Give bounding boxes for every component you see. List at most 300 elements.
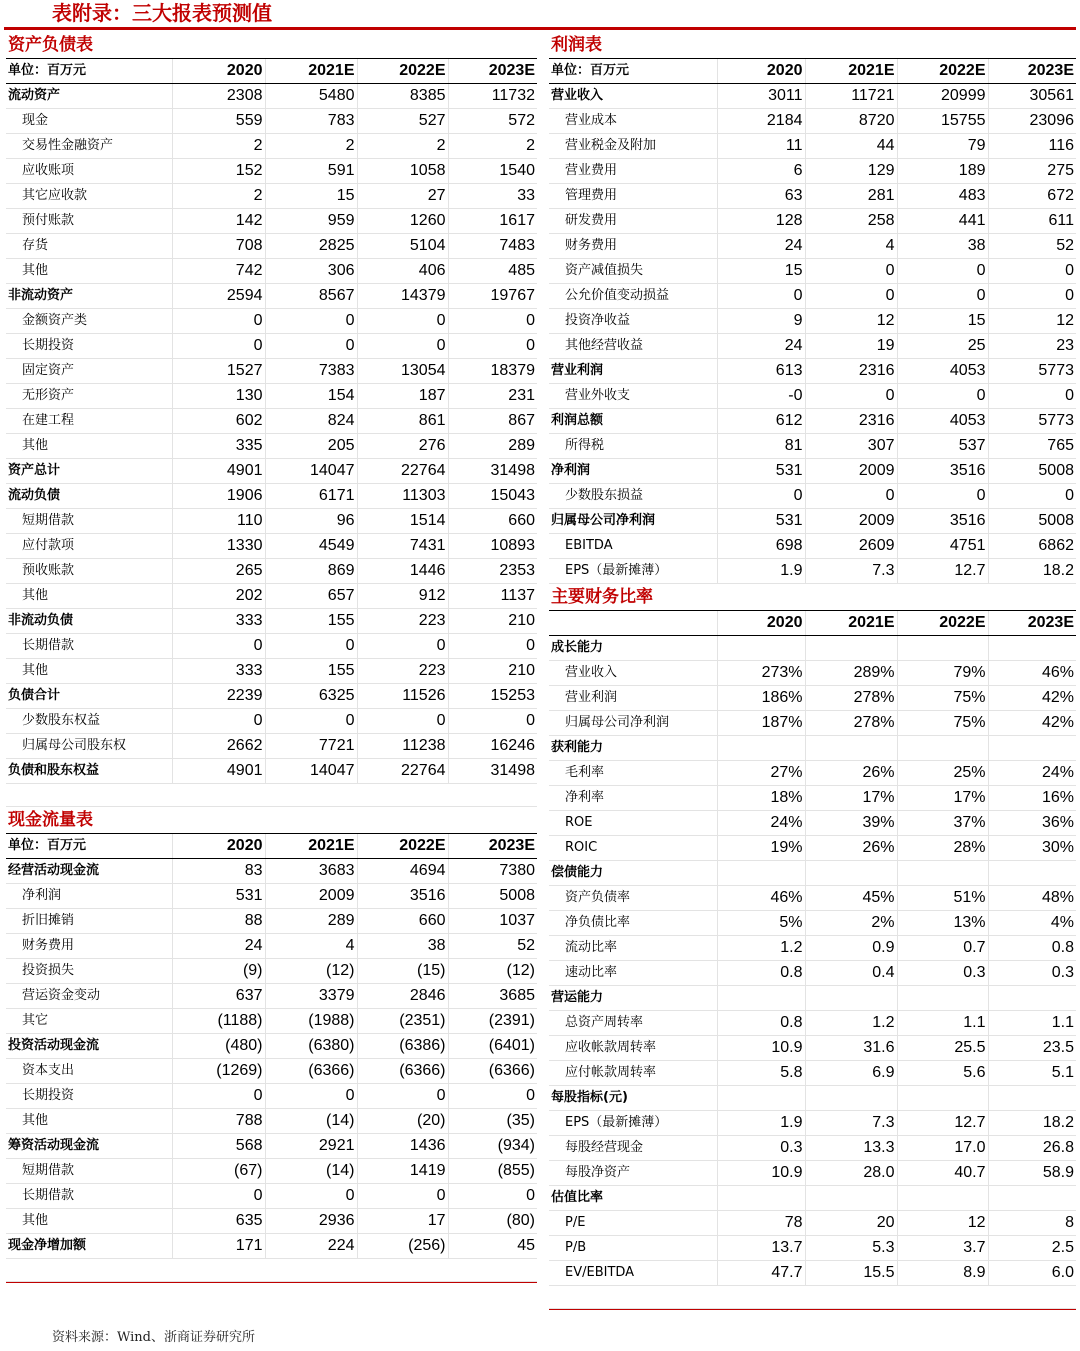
row-label: 无形资产 [6, 384, 172, 409]
row-label: 长期借款 [6, 634, 172, 659]
value-cell: 5008 [448, 884, 537, 909]
table-row [6, 709, 537, 734]
value-cell: 783 [265, 109, 357, 134]
table-row [6, 484, 537, 509]
value-cell: 4 [805, 234, 897, 259]
table-row [6, 409, 537, 434]
row-label: 预收账款 [6, 559, 172, 584]
value-cell: 42% [988, 711, 1076, 736]
row-label: 其他经营收益 [549, 334, 717, 359]
value-cell: 1.1 [988, 1011, 1076, 1036]
row-label: 存货 [6, 234, 172, 259]
row-label: 少数股东权益 [6, 709, 172, 734]
table-row [6, 259, 537, 284]
row-label: 短期借款 [6, 509, 172, 534]
value-cell: 3379 [265, 984, 357, 1009]
row-label: 经营活动现金流 [6, 859, 172, 884]
value-cell [897, 1186, 988, 1211]
value-cell: 7721 [265, 734, 357, 759]
value-cell: 742 [172, 259, 265, 284]
value-cell: 0.9 [805, 936, 897, 961]
value-cell: 24 [717, 334, 805, 359]
table-row [6, 1109, 537, 1134]
table-row [549, 661, 1076, 686]
row-label: 投资活动现金流 [6, 1034, 172, 1059]
ratios-table [549, 611, 1076, 1286]
value-cell: 0 [172, 709, 265, 734]
value-cell: (855) [448, 1159, 537, 1184]
row-label: 投资净收益 [549, 309, 717, 334]
unit-header: 单位：百万元 [549, 59, 717, 84]
value-cell: 7383 [265, 359, 357, 384]
value-cell: 96 [265, 509, 357, 534]
year-header: 2023E [448, 834, 537, 859]
row-label: P/E [549, 1211, 717, 1236]
table-row [6, 734, 537, 759]
value-cell: 612 [717, 409, 805, 434]
table-row [6, 859, 537, 884]
value-cell: 708 [172, 234, 265, 259]
value-cell: 46% [988, 661, 1076, 686]
row-label: 长期投资 [6, 1084, 172, 1109]
value-cell: 0 [172, 634, 265, 659]
value-cell: 912 [357, 584, 448, 609]
row-label: 营业成本 [549, 109, 717, 134]
value-cell: 591 [265, 159, 357, 184]
table-row [6, 659, 537, 684]
value-cell: 28% [897, 836, 988, 861]
value-cell: 63 [717, 184, 805, 209]
value-cell: 335 [172, 434, 265, 459]
value-cell: (6366) [357, 1059, 448, 1084]
value-cell: 17 [357, 1209, 448, 1234]
value-cell: 0.4 [805, 961, 897, 986]
value-cell: 38 [897, 234, 988, 259]
row-label: P/B [549, 1236, 717, 1261]
value-cell: 0 [897, 384, 988, 409]
table-row [549, 159, 1076, 184]
value-cell: 537 [897, 434, 988, 459]
table-row [549, 1086, 1076, 1111]
table-row [6, 584, 537, 609]
table-row [6, 509, 537, 534]
row-label: 所得税 [549, 434, 717, 459]
row-label: 长期借款 [6, 1184, 172, 1209]
value-cell: (15) [357, 959, 448, 984]
value-cell: 16% [988, 786, 1076, 811]
value-cell: 12.7 [897, 1111, 988, 1136]
row-label: 流动资产 [6, 84, 172, 109]
value-cell: 0 [172, 1084, 265, 1109]
table-row [6, 909, 537, 934]
row-label: 总资产周转率 [549, 1011, 717, 1036]
row-label: 其他 [6, 1209, 172, 1234]
value-cell: 58.9 [988, 1161, 1076, 1186]
table-row [6, 984, 537, 1009]
value-cell: 1540 [448, 159, 537, 184]
value-cell: 20999 [897, 84, 988, 109]
row-label: 预付账款 [6, 209, 172, 234]
section-spacer [6, 1259, 537, 1282]
value-cell: 2825 [265, 234, 357, 259]
year-header: 2022E [357, 834, 448, 859]
value-cell: 289 [265, 909, 357, 934]
row-label: 其他 [6, 584, 172, 609]
section-spacer [549, 1286, 1076, 1309]
value-cell: (35) [448, 1109, 537, 1134]
cash-flow-title: 现金流量表 [6, 807, 537, 834]
value-cell [988, 986, 1076, 1011]
value-cell: 4 [265, 934, 357, 959]
value-cell: 13054 [357, 359, 448, 384]
value-cell [988, 861, 1076, 886]
value-cell: 307 [805, 434, 897, 459]
table-row [6, 759, 537, 784]
value-cell: 5.6 [897, 1061, 988, 1086]
value-cell [805, 636, 897, 661]
value-cell: 17.0 [897, 1136, 988, 1161]
value-cell: 572 [448, 109, 537, 134]
row-label: 估值比率 [549, 1186, 717, 1211]
value-cell: 3011 [717, 84, 805, 109]
value-cell: 2662 [172, 734, 265, 759]
value-cell [897, 861, 988, 886]
row-label: 净利润 [6, 884, 172, 909]
unit-header [549, 611, 717, 636]
table-row [6, 1034, 537, 1059]
value-cell: 0 [897, 484, 988, 509]
table-row [549, 184, 1076, 209]
value-cell: 611 [988, 209, 1076, 234]
table-row [549, 559, 1076, 584]
value-cell: 0 [897, 259, 988, 284]
value-cell: (6386) [357, 1034, 448, 1059]
value-cell: 765 [988, 434, 1076, 459]
value-cell: 1.1 [897, 1011, 988, 1036]
value-cell [717, 636, 805, 661]
value-cell: 0 [988, 484, 1076, 509]
value-cell: 5% [717, 911, 805, 936]
table-row [549, 786, 1076, 811]
value-cell: 42% [988, 686, 1076, 711]
value-cell: 2316 [805, 409, 897, 434]
value-cell: 0 [717, 484, 805, 509]
value-cell [717, 1086, 805, 1111]
value-cell: 48% [988, 886, 1076, 911]
value-cell: 2609 [805, 534, 897, 559]
bottom-rule [549, 1309, 1076, 1310]
value-cell: 0 [265, 634, 357, 659]
value-cell: 8385 [357, 84, 448, 109]
row-label: 现金净增加额 [6, 1234, 172, 1259]
table-row [549, 359, 1076, 384]
value-cell: 333 [172, 609, 265, 634]
value-cell: 24 [717, 234, 805, 259]
value-cell: 45% [805, 886, 897, 911]
value-cell: (1269) [172, 1059, 265, 1084]
table-row [6, 1009, 537, 1034]
value-cell: 11721 [805, 84, 897, 109]
value-cell: 1137 [448, 584, 537, 609]
row-label: 营业收入 [549, 661, 717, 686]
value-cell: 15 [265, 184, 357, 209]
year-header: 2021E [805, 59, 897, 84]
value-cell: 39% [805, 811, 897, 836]
table-row [549, 811, 1076, 836]
row-label: 固定资产 [6, 359, 172, 384]
value-cell: 187 [357, 384, 448, 409]
row-label: 财务费用 [6, 934, 172, 959]
value-cell: 83 [172, 859, 265, 884]
row-label: 每股指标(元) [549, 1086, 717, 1111]
value-cell: 1446 [357, 559, 448, 584]
value-cell: 27% [717, 761, 805, 786]
value-cell: 2.5 [988, 1236, 1076, 1261]
value-cell: 1419 [357, 1159, 448, 1184]
value-cell [805, 736, 897, 761]
value-cell: 13.3 [805, 1136, 897, 1161]
table-row [6, 384, 537, 409]
right-column [549, 32, 1076, 1310]
value-cell: 278% [805, 711, 897, 736]
table-row [6, 159, 537, 184]
value-cell: 0 [265, 1084, 357, 1109]
value-cell: 11303 [357, 484, 448, 509]
table-row [6, 1134, 537, 1159]
row-label: 公允价值变动损益 [549, 284, 717, 309]
row-label: 其他 [6, 659, 172, 684]
value-cell: 0 [448, 309, 537, 334]
value-cell: 0 [172, 309, 265, 334]
value-cell: 5773 [988, 359, 1076, 384]
table-row [549, 209, 1076, 234]
value-cell: 602 [172, 409, 265, 434]
row-label: 在建工程 [6, 409, 172, 434]
table-row [549, 736, 1076, 761]
table-row [549, 259, 1076, 284]
value-cell: 4751 [897, 534, 988, 559]
value-cell: 38 [357, 934, 448, 959]
row-label: 财务费用 [549, 234, 717, 259]
value-cell: 231 [448, 384, 537, 409]
year-header: 2022E [897, 59, 988, 84]
value-cell: (2351) [357, 1009, 448, 1034]
balance-sheet-table [6, 59, 537, 784]
year-header: 2020 [717, 611, 805, 636]
value-cell: 2184 [717, 109, 805, 134]
table-row [6, 1234, 537, 1259]
row-label: 研发费用 [549, 209, 717, 234]
value-cell: 3516 [897, 509, 988, 534]
value-cell: 6 [717, 159, 805, 184]
row-label: 其他 [6, 259, 172, 284]
value-cell: 568 [172, 1134, 265, 1159]
row-label: 资本支出 [6, 1059, 172, 1084]
value-cell: 0 [357, 634, 448, 659]
table-row [549, 309, 1076, 334]
value-cell: 129 [805, 159, 897, 184]
table-header-row [549, 611, 1076, 636]
value-cell: 31498 [448, 459, 537, 484]
value-cell: 869 [265, 559, 357, 584]
value-cell [805, 986, 897, 1011]
value-cell: 1058 [357, 159, 448, 184]
row-label: ROIC [549, 836, 717, 861]
table-row [6, 534, 537, 559]
value-cell: 672 [988, 184, 1076, 209]
value-cell: 28.0 [805, 1161, 897, 1186]
value-cell: (9) [172, 959, 265, 984]
value-cell: 0.8 [717, 1011, 805, 1036]
table-row [6, 934, 537, 959]
table-row [6, 1059, 537, 1084]
value-cell: 289% [805, 661, 897, 686]
row-label: 营业收入 [549, 84, 717, 109]
value-cell: 17% [805, 786, 897, 811]
row-label: 归属母公司股东权 [6, 734, 172, 759]
value-cell: 3.7 [897, 1236, 988, 1261]
row-label: 管理费用 [549, 184, 717, 209]
row-label: 营业费用 [549, 159, 717, 184]
value-cell: 142 [172, 209, 265, 234]
row-label: 每股净资产 [549, 1161, 717, 1186]
year-header: 2022E [897, 611, 988, 636]
value-cell: 637 [172, 984, 265, 1009]
value-cell: 0 [357, 309, 448, 334]
table-row [6, 684, 537, 709]
value-cell: 223 [357, 609, 448, 634]
table-row [549, 434, 1076, 459]
row-label: 非流动负债 [6, 609, 172, 634]
value-cell: 0 [897, 284, 988, 309]
value-cell: 171 [172, 1234, 265, 1259]
value-cell: 75% [897, 686, 988, 711]
value-cell: 18.2 [988, 559, 1076, 584]
table-row [6, 209, 537, 234]
value-cell: 224 [265, 1234, 357, 1259]
table-row [549, 861, 1076, 886]
year-header: 2023E [988, 611, 1076, 636]
table-row [549, 334, 1076, 359]
value-cell: (6380) [265, 1034, 357, 1059]
value-cell: 0 [357, 334, 448, 359]
value-cell: 8 [988, 1211, 1076, 1236]
value-cell: 0 [357, 709, 448, 734]
value-cell: 3683 [265, 859, 357, 884]
year-header: 2023E [988, 59, 1076, 84]
value-cell: 289 [448, 434, 537, 459]
value-cell: 635 [172, 1209, 265, 1234]
value-cell: 16246 [448, 734, 537, 759]
row-label: 营业税金及附加 [549, 134, 717, 159]
value-cell: 6.9 [805, 1061, 897, 1086]
value-cell: 7.3 [805, 1111, 897, 1136]
value-cell: 202 [172, 584, 265, 609]
table-row [6, 309, 537, 334]
table-row [6, 359, 537, 384]
value-cell: 8567 [265, 284, 357, 309]
value-cell: 2353 [448, 559, 537, 584]
value-cell: 788 [172, 1109, 265, 1134]
table-row [549, 1036, 1076, 1061]
table-row [549, 1111, 1076, 1136]
table-header-row [549, 59, 1076, 84]
table-row [6, 284, 537, 309]
table-row [6, 559, 537, 584]
table-row [549, 1061, 1076, 1086]
row-label: 毛利率 [549, 761, 717, 786]
table-row [6, 84, 537, 109]
row-label: 少数股东损益 [549, 484, 717, 509]
value-cell [988, 636, 1076, 661]
value-cell: 6.0 [988, 1261, 1076, 1286]
value-cell: 441 [897, 209, 988, 234]
unit-header: 单位：百万元 [6, 834, 172, 859]
value-cell: 1037 [448, 909, 537, 934]
value-cell: 531 [717, 509, 805, 534]
row-label: 筹资活动现金流 [6, 1134, 172, 1159]
table-header-row [6, 59, 537, 84]
value-cell: 18379 [448, 359, 537, 384]
value-cell: 0 [357, 1084, 448, 1109]
value-cell: 52 [448, 934, 537, 959]
table-row [549, 1161, 1076, 1186]
row-label: 交易性金融资产 [6, 134, 172, 159]
table-row [549, 1136, 1076, 1161]
value-cell: 25.5 [897, 1036, 988, 1061]
value-cell: 0.8 [717, 961, 805, 986]
row-label: EBITDA [549, 534, 717, 559]
value-cell [805, 861, 897, 886]
value-cell [897, 986, 988, 1011]
value-cell: 0 [988, 259, 1076, 284]
value-cell: 47.7 [717, 1261, 805, 1286]
value-cell: 2316 [805, 359, 897, 384]
value-cell: 13% [897, 911, 988, 936]
year-header: 2021E [265, 834, 357, 859]
value-cell: 12 [897, 1211, 988, 1236]
year-header: 2022E [357, 59, 448, 84]
value-cell: 281 [805, 184, 897, 209]
value-cell: 20 [805, 1211, 897, 1236]
value-cell: (480) [172, 1034, 265, 1059]
value-cell: 333 [172, 659, 265, 684]
value-cell: 5773 [988, 409, 1076, 434]
row-label: EV/EBITDA [549, 1261, 717, 1286]
value-cell: 110 [172, 509, 265, 534]
value-cell: (12) [265, 959, 357, 984]
value-cell: 26% [805, 836, 897, 861]
value-cell: 6171 [265, 484, 357, 509]
value-cell: 4694 [357, 859, 448, 884]
row-label: 应付帐款周转率 [549, 1061, 717, 1086]
row-label: 净利润 [549, 459, 717, 484]
value-cell: (256) [357, 1234, 448, 1259]
table-row [549, 836, 1076, 861]
row-label: 归属母公司净利润 [549, 711, 717, 736]
value-cell: (934) [448, 1134, 537, 1159]
row-label: 营运能力 [549, 986, 717, 1011]
value-cell: 5.3 [805, 1236, 897, 1261]
value-cell: (6366) [265, 1059, 357, 1084]
value-cell: 483 [897, 184, 988, 209]
year-header: 2021E [265, 59, 357, 84]
value-cell: 27 [357, 184, 448, 209]
value-cell [717, 861, 805, 886]
row-label: 其它 [6, 1009, 172, 1034]
value-cell: 22764 [357, 759, 448, 784]
value-cell: 26% [805, 761, 897, 786]
